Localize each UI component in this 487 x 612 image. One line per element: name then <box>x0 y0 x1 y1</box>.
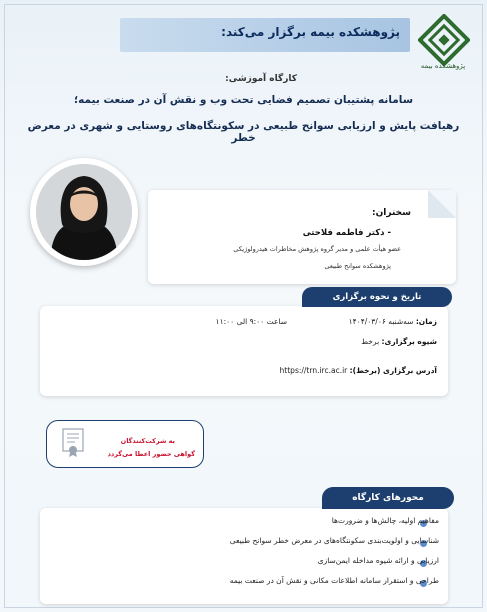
topics-section-title: محورهای کارگاه <box>322 487 454 509</box>
certificate-line1: به شرکت‌کنندگان <box>120 437 175 445</box>
workshop-title-line1: سامانه پشتیبان تصمیم فضایی تحت وب و نقش آن در صنعت بیمه؛ <box>73 94 414 106</box>
topic-item: مفاهیم اولیه، چالش‌ها و ضرورت‌ها <box>331 516 439 525</box>
time-value: ساعت ۹:۰۰ الی ۱۱:۰۰ <box>215 317 287 326</box>
address-row <box>280 366 437 375</box>
header-title: پژوهشکده بیمه برگزار می‌کند: <box>221 25 400 39</box>
speaker-photo <box>36 164 132 260</box>
page-fold <box>428 190 456 218</box>
schedule-section-title: تاریخ و نحوه برگزاری <box>302 287 452 307</box>
mode-value: برخط <box>361 337 380 346</box>
address-label: آدرس برگزاری (برخط): <box>349 366 437 375</box>
mode-label: شیوه برگزاری: <box>381 337 437 346</box>
speaker-label: سخنران: <box>372 208 411 218</box>
speaker-name: - دکتر فاطمه فلاحتی <box>302 228 391 238</box>
topic-item: ارزیابی و ارائه شیوه مداخله ایمن‌سازی <box>317 556 439 565</box>
certificate-line2: گواهی حضور اعطا می‌گردد <box>107 450 195 458</box>
topic-item: طراحی و استقرار سامانه اطلاعات مکانی و نقش آن در صنعت بیمه <box>229 576 439 585</box>
header-banner <box>120 18 410 52</box>
date-row <box>349 317 437 326</box>
topic-item: شناسایی و اولویت‌بندی سکونتگاه‌های در معرض خطر سوانح طبیعی <box>229 536 439 545</box>
address-link[interactable]: https://trn.irc.ac.ir <box>279 366 348 375</box>
date-label: زمان: <box>415 317 437 326</box>
mode-row <box>361 337 437 346</box>
workshop-title-line2: رهیافت پایش و ارزیابی سوانح طبیعی در سکونتگاه‌های روستایی و شهری در معرض خطر <box>27 120 460 144</box>
speaker-role: عضو هیأت علمی و مدیر گروه پژوهش مخاطرات هیدرولوژیکی <box>233 245 401 253</box>
date-value: سه‌شنبه ۱۴۰۴/۰۳/۰۶ <box>348 317 414 326</box>
workshop-label: کارگاه آموزشی: <box>225 74 297 84</box>
speaker-affiliation: پژوهشکده سوانح طبیعی <box>324 262 391 270</box>
certificate-icon <box>62 428 84 458</box>
logo-caption: پژوهشکده بیمه <box>420 62 466 70</box>
